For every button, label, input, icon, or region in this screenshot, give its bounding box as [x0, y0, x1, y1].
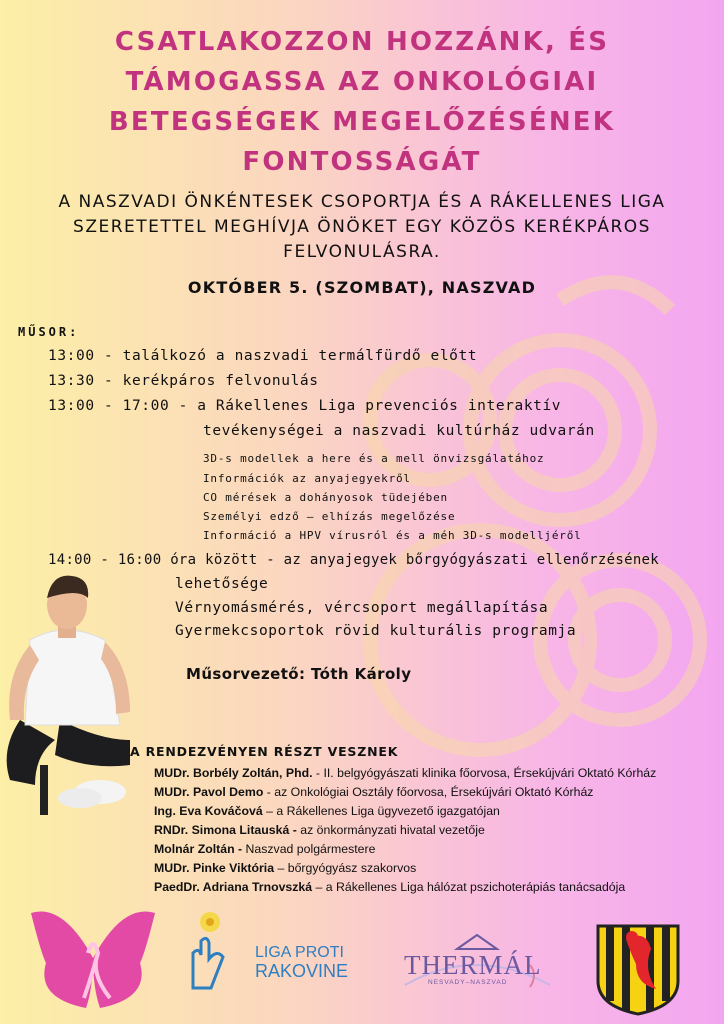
program-label: MŰSOR:: [18, 325, 80, 339]
participant-6-role: – bőrgyógyász szakorvos: [274, 861, 417, 875]
liga-logo-line-1: LIGA PROTI: [255, 944, 344, 961]
participant-7: [154, 880, 625, 894]
liga-hand-daffodil-icon: [188, 908, 228, 990]
participant-5-role: Naszvad polgármestere: [242, 842, 376, 856]
thermal-logo-name: THERMÁL: [404, 950, 542, 980]
participant-7-name: PaedDr. Adriana Trnovszká: [154, 880, 313, 894]
participant-6-name: MUDr. Pinke Viktória: [154, 861, 275, 875]
butterfly-ribbon-logo: [28, 908, 158, 1013]
host-name: Műsorvezető: Tóth Károly: [186, 665, 412, 683]
program-item-4-line-1: 14:00 - 16:00 óra között - az anyajegyek bőrgyógyászati ellenőrzésének: [48, 552, 660, 568]
participant-1-name: MUDr. Borbély Zoltán, Phd.: [154, 766, 313, 780]
participant-3-name: Ing. Eva Kováčová: [154, 804, 263, 818]
participants-heading: A RENDEZVÉNYEN RÉSZT VESZNEK: [130, 744, 399, 759]
participant-2: [154, 785, 593, 799]
liga-logo-line-2: RAKOVINE: [255, 961, 349, 981]
program-item-2: 13:30 - kerékpáros felvonulás: [48, 373, 319, 389]
program-sub-3: CO mérések a dohányosok tüdejében: [203, 491, 448, 504]
invitation-text: [30, 190, 694, 265]
program-sub-4: Személyi edző – elhízás megelőzése: [203, 510, 456, 523]
program-item-1: 13:00 - találkozó a naszvadi termálfürdő előtt: [48, 348, 478, 364]
event-date: OKTÓBER 5. (SZOMBAT), NASZVAD: [187, 278, 537, 297]
program-item-5: Vérnyomásmérés, vércsoport megállapítása: [175, 600, 549, 616]
participant-2-role: - az Onkológiai Osztály főorvosa, Érsekújvári Oktató Kórház: [263, 785, 594, 799]
naszvad-coat-of-arms-icon: [596, 924, 680, 1016]
headline-line-1: CSATLAKOZZON HOZZÁNK, ÉS: [114, 27, 610, 57]
participant-6: [154, 861, 416, 875]
participant-1: [154, 766, 656, 780]
host-photo: [0, 570, 170, 820]
program-item-6: Gyermekcsoportok rövid kulturális programja: [175, 623, 577, 639]
program-sub-5: Információ a HPV vírusról és a méh 3D-s modelljéről: [203, 529, 582, 542]
headline-line-2: TÁMOGASSA AZ ONKOLÓGIAI: [125, 67, 599, 97]
participant-7-role: – a Rákellenes Liga hálózat pszichoterápiás tanácsadója: [312, 880, 626, 894]
program-item-3-line-2: tevékenységei a naszvadi kultúrház udvarán: [203, 423, 595, 439]
invitation-line-2: SZERETETTEL MEGHÍVJA ÖNÖKET EGY KÖZÖS KERÉKPÁROS: [73, 217, 651, 237]
thermal-logo-subtitle: NESVADY–NASZVAD: [428, 979, 508, 986]
program-sub-2: Információk az anyajegyekről: [203, 472, 411, 485]
participant-5: [154, 842, 375, 856]
participant-2-name: MUDr. Pavol Demo: [154, 785, 264, 799]
headline: [30, 22, 694, 182]
invitation-line-1: A NASZVADI ÖNKÉNTESEK CSOPORTJA ÉS A RÁKELLENES LIGA: [58, 192, 666, 212]
headline-line-3: BETEGSÉGEK MEGELŐZÉSÉNEK: [108, 107, 616, 137]
participant-3: [154, 804, 500, 818]
program-sub-1: 3D-s modellek a here és a mell önvizsgálatához: [203, 452, 545, 465]
participant-4: [154, 823, 485, 837]
liga-logo-text: [255, 944, 348, 980]
program-item-3-line-1: 13:00 - 17:00 - a Rákellenes Liga prevenciós interaktív: [48, 398, 562, 414]
participant-4-role: az önkormányzati hivatal vezetője: [296, 823, 485, 837]
program-item-4-line-2: lehetősége: [175, 576, 269, 592]
participant-4-name: RNDr. Simona Litauská -: [154, 823, 297, 837]
headline-line-4: FONTOSSÁGÁT: [242, 147, 482, 177]
participant-5-name: Molnár Zoltán -: [154, 842, 243, 856]
invitation-line-3: FELVONULÁSRA.: [283, 242, 441, 262]
participant-3-role: – a Rákellenes Liga ügyvezető igazgatójan: [262, 804, 500, 818]
participant-1-role: - II. belgyógyászati klinika főorvosa, Érsekújvári Oktató Kórház: [312, 766, 657, 780]
